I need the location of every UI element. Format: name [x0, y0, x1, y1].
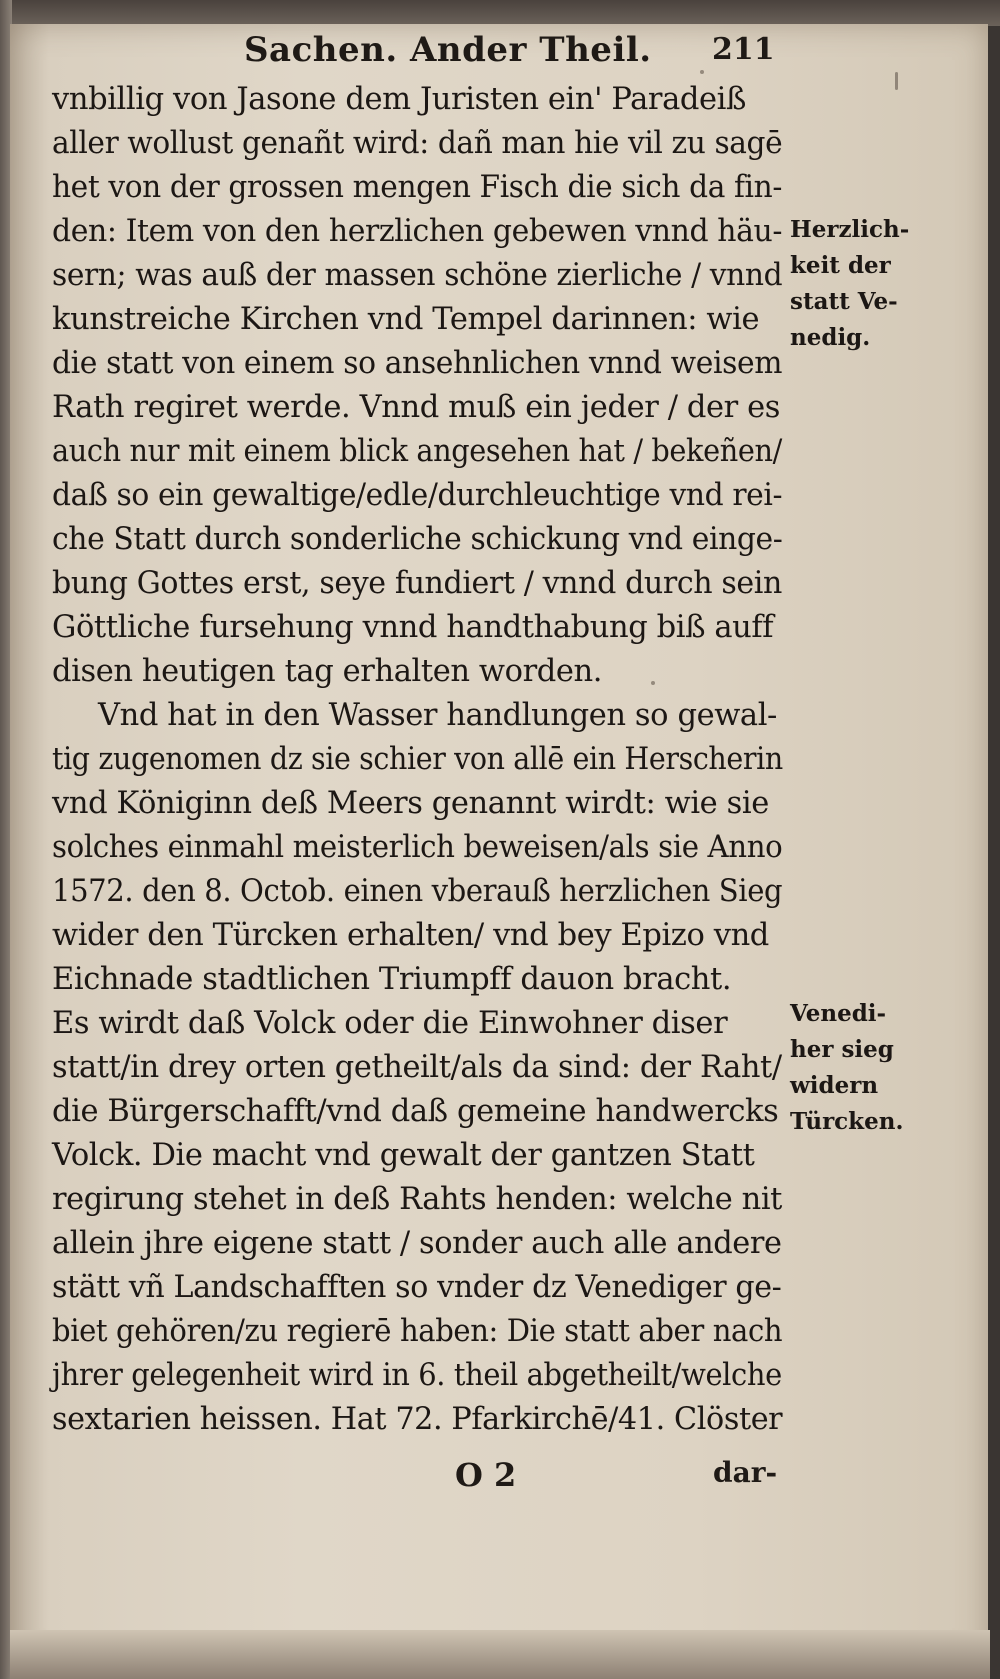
margin-note-line: Herzlich-: [790, 216, 910, 243]
text-line: Es wirdt daß Volck oder die Einwohner diser: [52, 1006, 728, 1041]
text-line: tig zugenomen dz sie schier von allē ein Herscherin: [52, 742, 783, 777]
scan-background-top: [0, 0, 1000, 26]
margin-note-line: her sieg: [790, 1036, 894, 1063]
text-line: den: Item von den herzlichen gebewen vnnd häu-: [52, 214, 783, 249]
ink-speck: [651, 681, 655, 685]
text-line: die Bürgerschafft/vnd daß gemeine handwercks: [52, 1094, 779, 1129]
margin-note-line: statt Ve-: [790, 288, 898, 315]
text-line: bung Gottes erst, seye fundiert / vnnd durch sein: [52, 566, 782, 601]
text-line: statt/in drey orten getheilt/als da sind: der Raht/: [52, 1050, 782, 1085]
margin-note-line: Türcken.: [790, 1108, 904, 1135]
margin-note-line: widern: [790, 1072, 879, 1099]
text-line: disen heutigen tag erhalten worden.: [52, 654, 603, 689]
text-line: aller wollust genañt wird: dañ man hie vil zu sagē: [52, 126, 783, 161]
text-line: stätt vñ Landschafften so vnder dz Venediger ge-: [52, 1270, 782, 1305]
text-line: che Statt durch sonderliche schickung vnd einge-: [52, 522, 783, 557]
text-line: daß so ein gewaltige/edle/durchleuchtige vnd rei-: [52, 478, 783, 513]
text-line: vnbillig von Jasone dem Juristen ein' Paradeiß: [52, 82, 747, 117]
page-number: 211: [712, 32, 775, 67]
page-bottom-edge: [10, 1630, 990, 1679]
text-line: regirung stehet in deß Rahts henden: welche nit: [52, 1182, 783, 1217]
text-line: jhrer gelegenheit wird in 6. theil abgetheilt/welche: [52, 1358, 782, 1393]
margin-note-line: Venedi-: [790, 1000, 887, 1027]
text-line: allein jhre eigene statt / sonder auch alle andere: [52, 1226, 782, 1261]
text-line: Vnd hat in den Wasser handlungen so gewal-: [98, 698, 777, 733]
text-line: kunstreiche Kirchen vnd Tempel darinnen: wie: [52, 302, 760, 337]
running-title: Sachen. Ander Theil.: [244, 30, 652, 70]
text-line: Göttliche fursehung vnnd handthabung biß auff: [52, 610, 774, 645]
margin-note-line: keit der: [790, 252, 891, 279]
text-line: die statt von einem so ansehnlichen vnnd weisem: [52, 346, 783, 381]
text-line: wider den Türcken erhalten/ vnd bey Epizo vnd: [52, 918, 769, 953]
text-line: het von der grossen mengen Fisch die sich da fin-: [52, 170, 782, 205]
margin-note-line: nedig.: [790, 324, 871, 351]
ink-speck: [700, 70, 704, 74]
text-line: Eichnade stadtlichen Triumpff dauon bracht.: [52, 962, 732, 997]
margin-note-splendor: [790, 212, 909, 356]
text-line: Rath regiret werde. Vnnd muß ein jeder / der es: [52, 390, 781, 425]
text-line: solches einmahl meisterlich beweisen/als sie Anno: [52, 830, 783, 865]
catchword: dar-: [713, 1456, 778, 1489]
text-line: sextarien heissen. Hat 72. Pfarkirchē/41. Clöster: [52, 1402, 783, 1437]
text-line: vnd Königinn deß Meers genannt wirdt: wie sie: [52, 786, 769, 821]
margin-note-victory: [790, 996, 903, 1140]
ink-speck: [895, 72, 898, 90]
text-line: auch nur mit einem blick angesehen hat / bekeñen/: [52, 434, 782, 469]
text-line: sern; was auß der massen schöne zierliche / vnnd: [52, 258, 783, 293]
text-line: Volck. Die macht vnd gewalt der gantzen Statt: [52, 1138, 755, 1173]
signature-mark: O 2: [455, 1456, 517, 1494]
text-line: biet gehören/zu regierē haben: Die statt aber nach: [52, 1314, 783, 1349]
text-line: 1572. den 8. Octob. einen vberauß herzlichen Sieg: [52, 874, 783, 909]
